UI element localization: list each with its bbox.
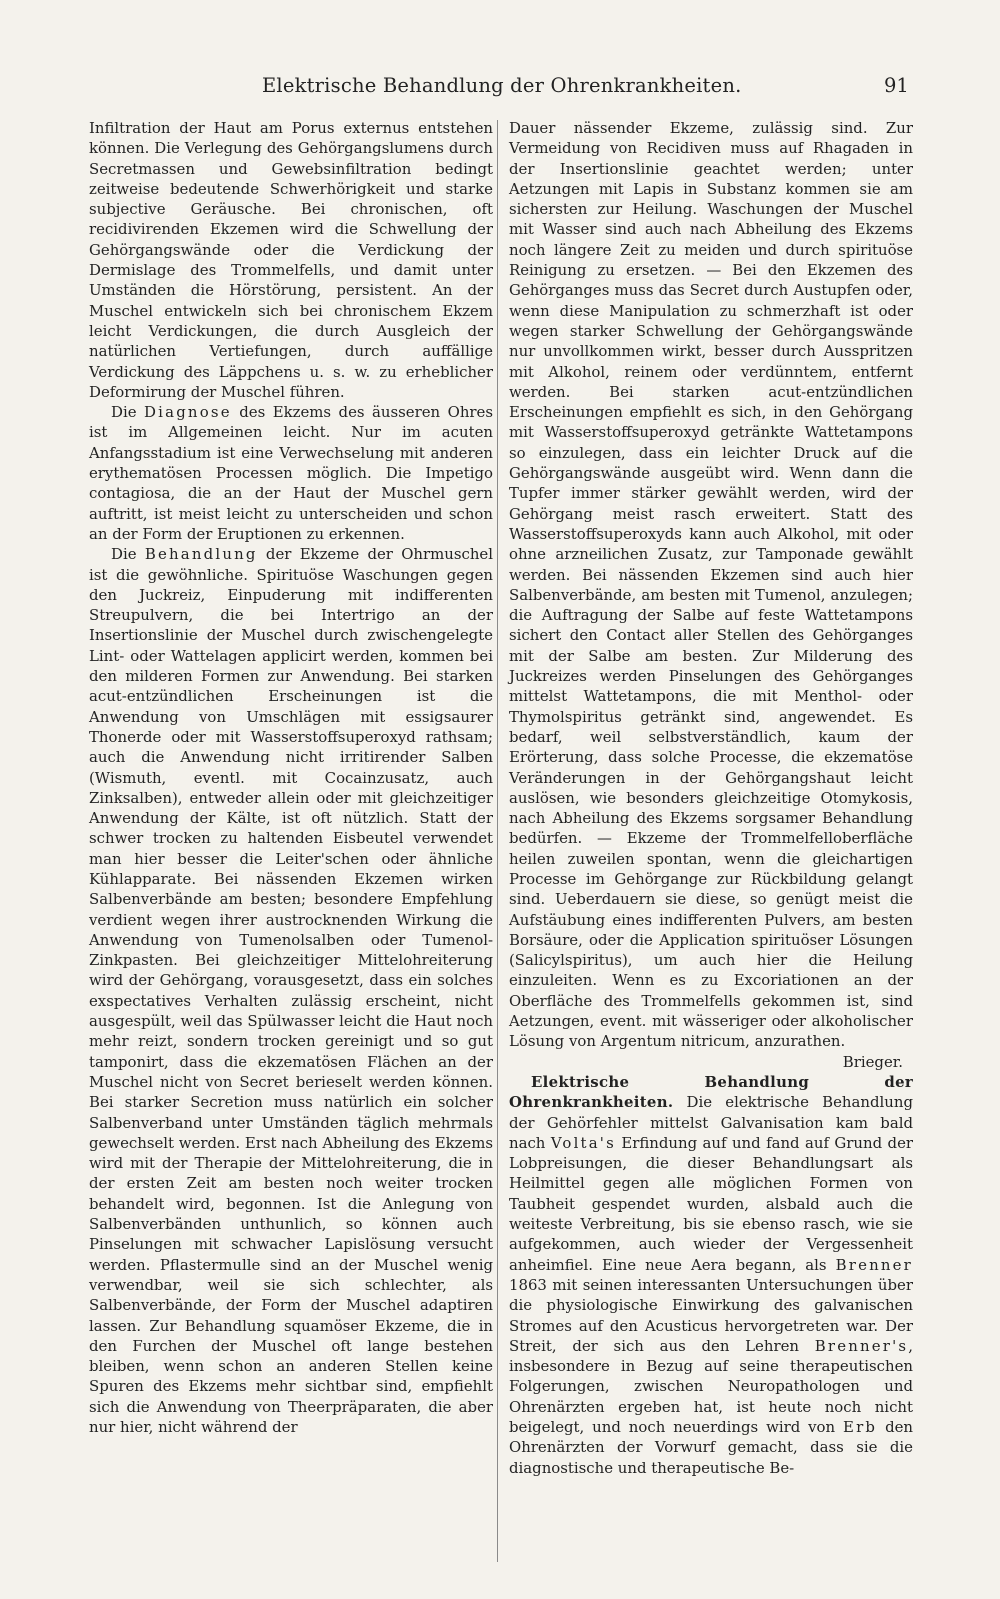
page-number: 91 (884, 74, 909, 97)
section-heading: Elektrische Behandlung der Ohrenkrankheiten. (509, 1072, 913, 1112)
paragraph-text: 1863 mit seinen interessanten Untersuchungen über die physiologische Einwirkung des galvanischen Stromes auf den Acusticus hervorgetreten war. Der Streit, der sich aus den Lehren (509, 1275, 913, 1355)
paragraph-text: Dauer nässender Ekzeme, zulässig sind. Zur Vermeidung von Recidiven muss auf Rhagaden in der Insertionslinie geachtet werden; unter Aetzungen mit Lapis in Substanz kommen sie am sichersten zur Heilung. Waschungen der Muschel mit Wasser sind auch nach Abheilung des Ekzems noch längere Zeit zu meiden und durch spirituöse Reinigung zu ersetzen. — Bei den Ekzemen des Gehörganges muss das Secret durch Austupfen oder, wenn diese Manipulation zu schmerzhaft ist oder wegen starker Schwellung der Gehörgangswände nur unvollkommen wirkt, besser durch Ausspritzen mit Alkohol, reinem oder verdünntem, entfernt werden. Bei starken acut-entzündlichen Erscheinungen empfiehlt es sich, in den Gehörgang mit Wasserstoffsuperoxyd getränkte Wattetampons so einzulegen, dass ein leichter Druck auf die Gehörgangswände ausgeübt wird. Wenn dann die Tupfer immer stärker gewählt werden, wird der Gehörgang meist rasch erweitert. Statt des Wasserstoffsuperoxyds kann auch Alkohol, mit oder ohne arzneilichen Zusatz, zur Tamponade gewählt werden. Bei nässenden Ekzemen sind auch hier Salbenverbände, am besten mit Tumenol, anzulegen; die Auftragung der Salbe auf feste Wattetampons sichert den Contact aller Stellen des Gehörganges mit der Salbe am besten. Zur Milderung des Juckreizes werden Pinselungen des Gehörganges mittelst Wattetampons, die mit Menthol- oder Thymolspiritus getränkt sind, angewendet. Es bedarf, weil selbstverständlich, kaum der Erörterung, dass solche Processe, die ekzematöse Veränderungen in der Gehörgangshaut leicht auslösen, wie besonders gleichzeitige Otomykosis, nach Abheilung des Ekzems sorgsamer Behandlung bedürfen. — Ekzeme der Trommelfelloberfläche heilen zuweilen spontan, wenn die gleichartigen Processe im Gehörgange zur Rückbildung gelangt sind. Ueberdauern sie diese, so genügt meist die Aufstäubung eines indifferenten Pulvers, am besten Borsäure, oder die Application spirituöser Lösungen (Salicylspiritus), um auch hier die Heilung einzuleiten. Wenn es zu Excoriationen an der Oberfläche des Trommelfells gekommen ist, sind Aetzungen, event. mit wässeriger oder alkoholischer Lösung von Argentum nitricum, anzurathen. (509, 119, 913, 1051)
spaced-name-brenner: Brenner (835, 1255, 913, 1274)
running-title: Elektrische Behandlung der Ohrenkrankheiten. (262, 74, 742, 97)
paragraph-text: der Ekzeme der Ohrmuschel ist die gewöhnliche. Spirituöse Waschungen gegen den Juckreiz, Einpuderung mit indifferenten Streupulvern, die bei Intertrigo an der Insertionslinie der Muschel durch zwischengelegte Lint- oder Wattelagen applicirt werden, kommen bei den milderen Formen zur Anwendung. Bei starken acut-entzündlichen Erscheinungen ist die Anwendung von Umschlägen mit essigsaurer Thonerde oder mit Wasserstoffsuperoxyd rathsam; auch die Anwendung nicht irritirender Salben (Wismuth, eventl. mit Cocainzusatz, auch Zinksalben), entweder allein oder mit gleichzeitiger Anwendung der Kälte, ist oft nützlich. Statt der schwer trocken zu haltenden Eisbeutel verwendet man hier besser die Leiter'schen oder ähnliche Kühlapparate. Bei nässenden Ekzemen wirken Salbenverbände am besten; besondere Empfehlung verdient wegen ihrer austrocknenden Wirkung die Anwendung von Tumenolsalben oder Tumenol-Zinkpasten. Bei gleichzeitiger Mittelohreiterung wird der Gehörgang, vorausgesetzt, dass ein solches exspectatives Verhalten zulässig erscheint, nicht ausgespült, weil das Spülwasser leicht die Haut noch mehr reizt, sondern trocken gereinigt und so gut tamponirt, dass die ekzematösen Flächen an der Muschel nicht von Secret berieselt werden können. Bei starker Secretion muss natürlich ein solcher Salbenverband unter Umständen täglich mehrmals gewechselt werden. Erst nach Abheilung des Ekzems wird mit der Therapie der Mittelohreiterung, die in der ersten Zeit am besten noch weiter trocken behandelt wird, begonnen. Ist die Anlegung von Salbenverbänden unthunlich, so können auch Pinselungen mit schwacher Lapislösung versucht werden. Pflastermulle sind an der Muschel wenig verwendbar, weil sie sich schlechter, als Salbenverbände, der Form der Muschel adaptiren lassen. Zur Behandlung squamöser Ekzeme, die in den Furchen der Muschel oft lange bestehen bleiben, wenn schon an anderen Stellen keine Spuren des Ekzems mehr sichtbar sind, empfiehlt sich die Anwendung von Theerpräparaten, die aber nur hier, nicht während der (89, 545, 494, 1436)
paragraph-text: den Ohrenärzten der Vorwurf gemacht, dass sie die diagnostische und therapeutische Be- (509, 1418, 913, 1477)
column-divider (497, 120, 498, 1562)
spaced-term-diagnose: Diagnose (144, 403, 232, 422)
paragraph-text: Erfindung auf und fand auf Grund der Lobpreisungen, die dieser Behandlungsart als Heilmittel gegen alle möglichen Formen von Taubheit gespendet wurden, alsbald auch die weiteste Verbreitung, bis sie ebenso rasch, wie sie aufgekommen, auch wieder der Vergessenheit anheimfiel. Eine neue Aera begann, als (509, 1133, 913, 1274)
paragraph-behandlung (89, 544, 493, 1437)
right-column (509, 118, 913, 1478)
paragraph-elektrische-behandlung (509, 1072, 913, 1478)
spaced-name-erb: Erb (843, 1418, 878, 1436)
page-header (0, 74, 1000, 104)
spaced-name-volta: Volta's (550, 1133, 616, 1152)
left-column (89, 118, 493, 1437)
spaced-name-brenners: Brenner's (814, 1336, 909, 1355)
paragraph-diagnose (89, 402, 493, 544)
paragraph-infiltration (89, 118, 493, 402)
paragraph-text: Infiltration der Haut am Porus externus entstehen können. Die Verlegung des Gehörgangslumens durch Secretmassen und Gewebsinfiltration bedingt zeitweise bedeutende Schwerhörigkeit und starke subjective Geräusche. Bei chronischen, oft recidivirenden Ekzemen wird die Schwellung der Gehörgangswände oder die Verdickung der Dermislage des Trommelfells, und damit unter Umständen die Hörstörung, persistent. An der Muschel entwickeln sich bei chronischem Ekzem leicht Verdickungen, die durch Ausgleich der natürlichen Vertiefungen, durch auffällige Verdickung des Läppchens u. s. w. zu erheblicher Deformirung der Muschel führen. (89, 119, 493, 401)
paragraph-ekzem-continuation (509, 118, 913, 1071)
paragraph-text: , insbesondere in Bezug auf seine therapeutischen Folgerungen, zwischen Neuropathologen und Ohrenärzten ergeben hat, ist heute noch nicht beigelegt, und noch neuerdings wird von (509, 1336, 913, 1436)
paragraph-text: des Ekzems des äusseren Ohres ist im Allgemeinen leicht. Nur im acuten Anfangsstadium ist eine Verwechselung mit anderen erythematösen Processen möglich. Die Impetigo contagiosa, die an der Haut der Muschel gern auftritt, ist meist leicht zu unterscheiden und schon an der Form der Eruptionen zu erkennen. (89, 403, 493, 543)
spaced-term-behandlung: Behandlung (144, 545, 258, 564)
paragraph-lead: Die (111, 545, 145, 564)
paragraph-text: Die elektrische Behandlung der Gehörfehler mittelst Galvanisation kam bald nach (509, 1093, 913, 1152)
paragraph-lead: Die (111, 403, 145, 422)
author-signature: Brieger. (842, 1052, 903, 1071)
